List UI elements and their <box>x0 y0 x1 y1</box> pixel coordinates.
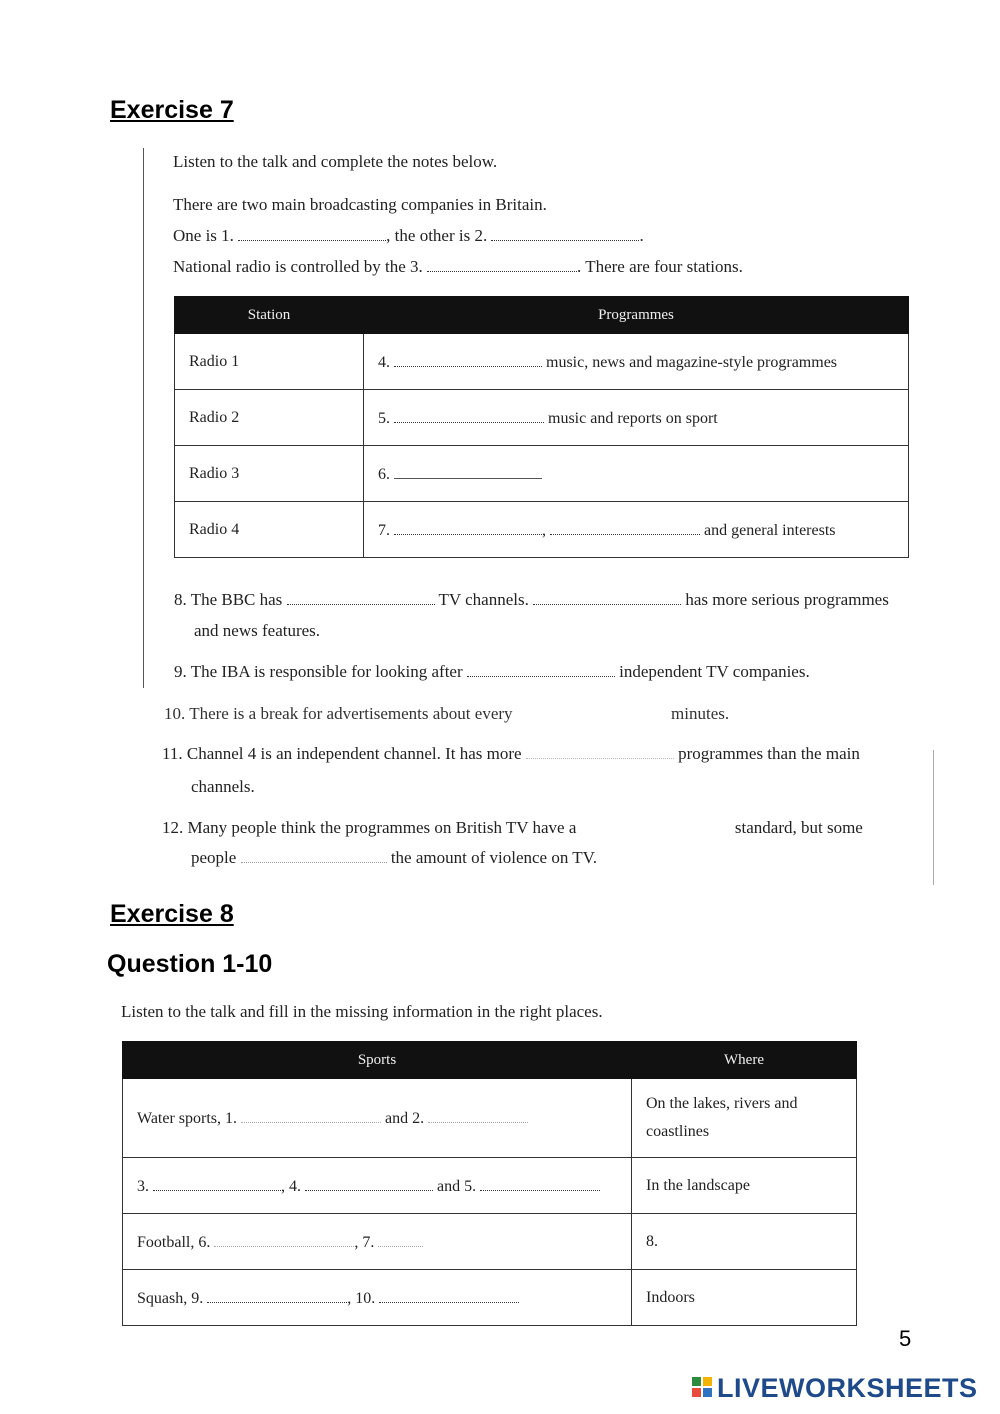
blank-1[interactable] <box>238 226 386 241</box>
exercise8-instruction: Listen to the talk and fill in the missing information in the right places. <box>121 1002 603 1021</box>
question-8: 8. The BBC has TV channels. has more serious programmes <box>174 590 889 609</box>
blank-3[interactable] <box>153 1176 281 1191</box>
question-12-cont: people the amount of violence on TV. <box>191 848 597 867</box>
page-number: 5 <box>899 1326 912 1351</box>
question-8-cont: and news features. <box>194 621 321 640</box>
where-cell: In the landscape <box>632 1158 857 1214</box>
blank-10[interactable] <box>379 1288 519 1303</box>
blank-1[interactable] <box>241 1108 381 1123</box>
table-row <box>175 502 909 558</box>
table-row <box>123 1079 857 1158</box>
table-row <box>175 390 909 446</box>
blank-9[interactable] <box>207 1288 347 1303</box>
sports-table <box>122 1041 857 1326</box>
blank-11[interactable] <box>526 744 674 759</box>
exercise7-intro: There are two main broadcasting companies in Britain. <box>173 195 547 214</box>
blank-7b[interactable] <box>550 520 700 535</box>
header-sports: Sports <box>123 1042 632 1079</box>
where-cell: On the lakes, rivers and coastlines <box>632 1079 857 1158</box>
blank-7a[interactable] <box>394 520 542 535</box>
programmes-cell: 6. <box>364 446 909 502</box>
blank-9[interactable] <box>467 662 615 677</box>
blank-4[interactable] <box>394 352 542 367</box>
logo-square-3 <box>692 1388 701 1397</box>
where-cell: 8. <box>632 1214 857 1270</box>
exercise8-title: Exercise 8 <box>110 900 234 928</box>
logo-text: LIVEWORKSHEETS <box>717 1373 978 1403</box>
header-where: Where <box>632 1042 857 1079</box>
table-row <box>175 334 909 390</box>
header-station: Station <box>175 297 364 334</box>
sports-cell: Water sports, 1. and 2. <box>123 1079 632 1158</box>
blank-6[interactable] <box>214 1232 354 1247</box>
logo-square-1 <box>692 1377 701 1386</box>
blank-12b[interactable] <box>241 848 387 863</box>
question-11: 11. Channel 4 is an independent channel. It has more programmes than the main <box>162 744 860 763</box>
station-name: Radio 4 <box>175 502 364 558</box>
blank-8b[interactable] <box>533 590 681 605</box>
sports-cell: Squash, 9. , 10. <box>123 1270 632 1326</box>
header-programmes: Programmes <box>364 297 909 334</box>
radio-stations-table <box>174 296 909 558</box>
liveworksheets-logo <box>692 1373 978 1404</box>
exercise7-title: Exercise 7 <box>110 96 234 124</box>
margin-line <box>143 148 144 688</box>
sports-cell: 3. , 4. and 5. <box>123 1158 632 1214</box>
station-name: Radio 3 <box>175 446 364 502</box>
question-9: 9. The IBA is responsible for looking after independent TV companies. <box>174 662 810 681</box>
table-row <box>175 446 909 502</box>
question-12: 12. Many people think the programmes on British TV have a standard, but some <box>162 818 863 837</box>
question-10: 10. There is a break for advertisements about every minutes. <box>164 704 730 723</box>
programmes-cell: 5. music and reports on sport <box>364 390 909 446</box>
programmes-cell: 4. music, news and magazine-style programmes <box>364 334 909 390</box>
blank-4[interactable] <box>305 1176 433 1191</box>
liveworksheets-logo-icon <box>692 1377 714 1399</box>
blank-5[interactable] <box>480 1176 600 1191</box>
exercise8-subtitle: Question 1-10 <box>107 950 273 978</box>
blank-7[interactable] <box>378 1232 423 1247</box>
blank-2[interactable] <box>428 1108 528 1123</box>
table-row <box>123 1270 857 1326</box>
exercise7-line-radio: National radio is controlled by the 3. . There are four stations. <box>173 257 743 276</box>
exercise7-instruction: Listen to the talk and complete the notes below. <box>173 152 498 171</box>
table-row <box>123 1214 857 1270</box>
table-header-row <box>175 297 909 334</box>
blank-8a[interactable] <box>287 590 435 605</box>
sports-cell: Football, 6. , 7. <box>123 1214 632 1270</box>
right-margin-line <box>933 750 934 885</box>
blank-3[interactable] <box>427 257 577 272</box>
logo-square-2 <box>703 1377 712 1386</box>
logo-square-4 <box>703 1388 712 1397</box>
exercise7-line-companies: One is 1. , the other is 2. . <box>173 226 644 245</box>
blank-2[interactable] <box>491 226 639 241</box>
blank-5[interactable] <box>394 408 544 423</box>
blank-6[interactable] <box>394 464 542 479</box>
station-name: Radio 1 <box>175 334 364 390</box>
programmes-cell: 7. , and general interests <box>364 502 909 558</box>
question-11-cont: channels. <box>191 777 255 796</box>
table-row <box>123 1158 857 1214</box>
where-cell: Indoors <box>632 1270 857 1326</box>
station-name: Radio 2 <box>175 390 364 446</box>
table-header-row <box>123 1042 857 1079</box>
